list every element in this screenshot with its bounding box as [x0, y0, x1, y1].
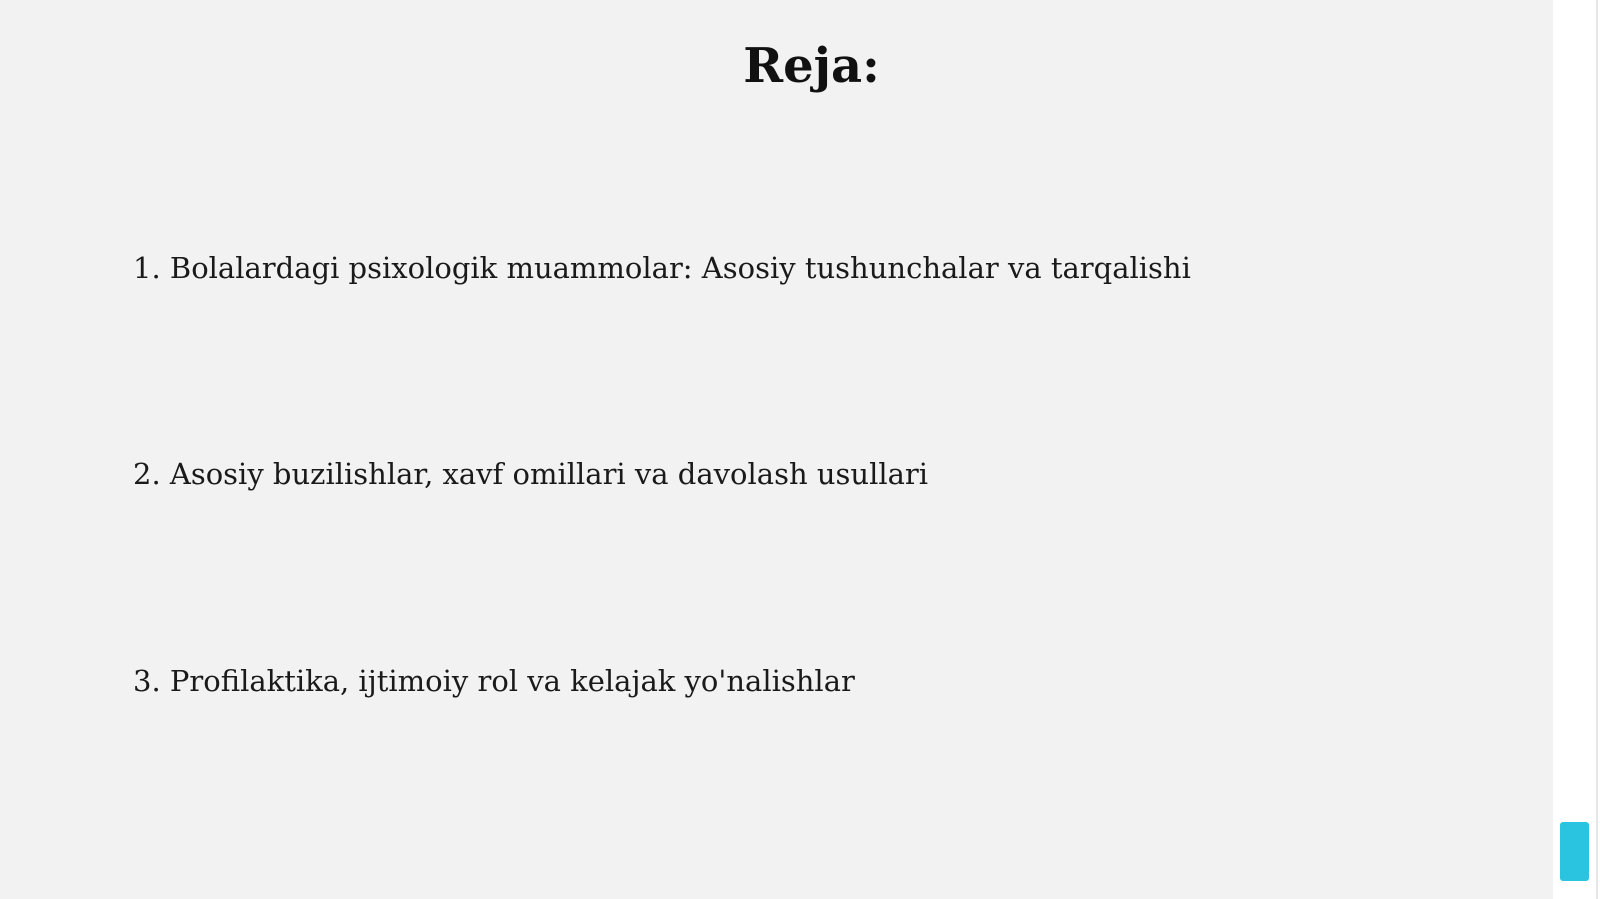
agenda-item-3: 3. Profilaktika, ijtimoiy rol va kelajak yo'nalishlar [133, 664, 855, 698]
agenda-item-2: 2. Asosiy buzilishlar, xavf omillari va davolash usullari [133, 457, 929, 491]
gutter-divider [1596, 0, 1598, 899]
slide-title: Reja: [743, 38, 880, 94]
agenda-item-1: 1. Bolalardagi psixologik muammolar: Asosiy tushunchalar va tarqalishi [133, 251, 1191, 285]
scroll-thumb-icon[interactable] [1560, 822, 1589, 881]
right-gutter [1553, 0, 1600, 899]
